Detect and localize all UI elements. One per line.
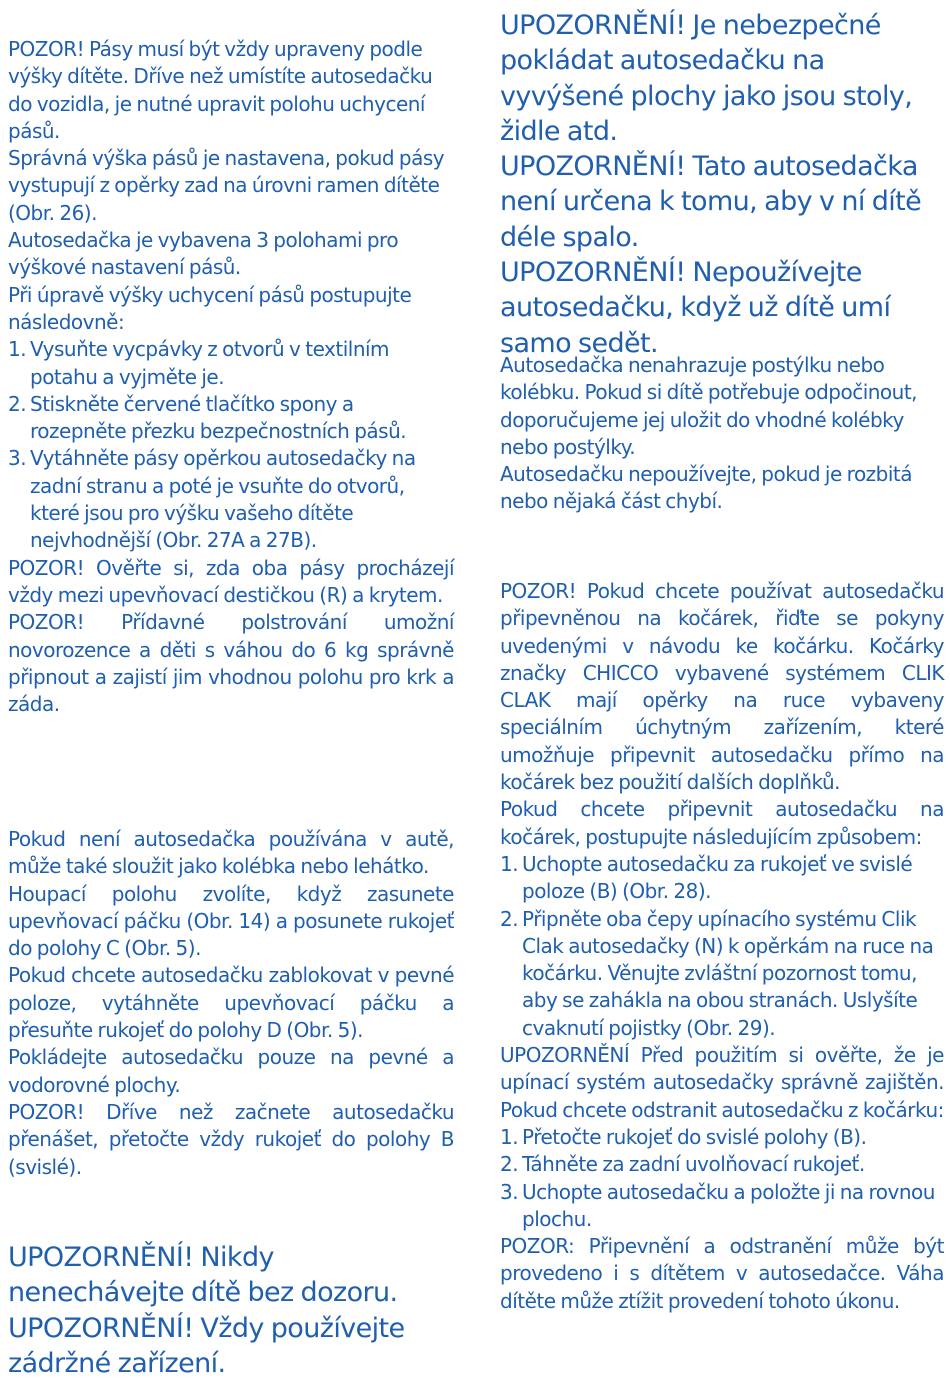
sleep-warning: UPOZORNĚNÍ! Tato autosedačka není určena k tomu, aby v ní dítě déle spalo. [500, 151, 922, 253]
list-item-number: 3. [8, 446, 27, 471]
list-item [500, 1124, 944, 1151]
left-warnings-section [8, 1240, 454, 1381]
stroller-attach-intro: Pokud chcete připevnit autosedačku na kočárek, postupujte následujícím způsobem: [500, 797, 944, 849]
list-item [8, 445, 454, 554]
stroller-remove-steps [500, 1124, 944, 1233]
damaged-seat-paragraph: Autosedačku nepoužívejte, pokud je rozbitá nebo nějaká část chybí. [500, 462, 913, 514]
harness-procedure-intro: Při úpravě výšky uchycení pásů postupujte následovně: [8, 282, 412, 334]
left-harness-section [8, 36, 454, 718]
list-item-text: Vysuňte vycpávky z otvorů v textilním potahu a vyjměte je. [30, 337, 390, 389]
right-warnings-section [500, 8, 944, 361]
list-item-number: 2. [500, 906, 519, 931]
carry-warning-paragraph: POZOR! Dříve než začnete autosedačku přenášet, přetočte vždy rukojeť do polohy B (svislé). [8, 1099, 454, 1179]
fixed-position-paragraph: Pokud chcete autosedačku zablokovat v pevné poloze, vytáhněte upevňovací páčku a přesuňte rukojeť do polohy D (Obr. 5). [8, 963, 454, 1043]
flat-surface-paragraph: Pokládejte autosedačku pouze na pevné a vodorovné plochy. [8, 1045, 454, 1097]
list-item-text: Uchopte autosedačku a položte ji na rovnou plochu. [522, 1179, 935, 1231]
list-item [500, 851, 944, 906]
right-cot-section [500, 352, 944, 516]
list-item [500, 906, 944, 1042]
list-item-text: Připněte oba čepy upínacího systému Clik Clak autosedačky (N) k opěrkám na ruce na kočárku. Věnujte zvláštní pozornost tomu, aby se zahákla na obou stranách. Uslyšíte cvaknutí pojistky (Obr. 29). [522, 906, 934, 1040]
restraint-warning: UPOZORNĚNÍ! Vždy používejte zádržné zařízení. [8, 1312, 405, 1379]
harness-check-paragraph: POZOR! Ověřte si, zda oba pásy procházejí vždy mezi upevňovací destičkou (R) a krytem. [8, 555, 454, 607]
list-item-text: Uchopte autosedačku za rukojeť ve svislé poloze (B) (Obr. 28). [522, 851, 913, 904]
harness-warning-paragraph: POZOR! Pásy musí být vždy upraveny podle výšky dítěte. Dříve než umístíte autosedačku do vozidla, je nutné upravit polohu uchycení pásů. [8, 37, 433, 143]
list-item-text: Stiskněte červené tlačítko spony a rozepněte přezku bezpečnostních pásů. [30, 391, 407, 444]
list-item-number: 2. [500, 1152, 519, 1177]
harness-height-paragraph: Správná výška pásů je nastavena, pokud pásy vystupují z opěrky zad na úrovni ramen dítěte (Obr. 26). [8, 146, 445, 225]
list-item-text: Přetočte rukojeť do svislé polohy (B). [522, 1124, 867, 1149]
rocking-position-paragraph: Houpací polohu zvolíte, když zasunete upevňovací páčku (Obr. 14) a posunete rukojeť do polohy C (Obr. 5). [8, 881, 454, 961]
sitting-child-warning: UPOZORNĚNÍ! Nepoužívejte autosedačku, když už dítě umí samo sedět. [500, 257, 891, 359]
elevated-surface-warning: UPOZORNĚNÍ! Je nebezpečné pokládat autosedačku na vyvýšené plochy jako jsou stoly, židle atd. [500, 10, 913, 147]
rocker-intro-paragraph: Pokud není autosedačka používána v autě, může také sloužit jako kolébka nebo lehátko. [8, 827, 454, 879]
right-stroller-section [500, 578, 944, 1315]
list-item-text: Táhněte za zadní uvolňovací rukojeť. [522, 1152, 865, 1177]
list-item [8, 336, 454, 391]
cot-replacement-paragraph: Autosedačka nenahrazuje postýlku nebo kolébku. Pokud si dítě potřebuje odpočinout, doporučujeme jej uložit do vhodné kolébky nebo postýlky. [500, 353, 918, 459]
list-item-number: 1. [500, 851, 519, 876]
stroller-child-note: POZOR: Připevnění a odstranění může být provedeno i s dítětem v autosedačce. Váha dítěte může ztížit provedení tohoto úkonu. [500, 1234, 944, 1313]
list-item [8, 391, 454, 446]
left-rocker-section [8, 826, 454, 1181]
padding-paragraph: POZOR! Přídavné polstrování umožní novorozence a děti s váhou do 6 kg správně připnout a zajistí jim vhodnou polohu pro krk a záda. [8, 610, 454, 717]
harness-positions-paragraph: Autosedačka je vybavena 3 polohami pro výškové nastavení pásů. [8, 228, 399, 280]
list-item-number: 3. [500, 1179, 519, 1204]
list-item-number: 2. [8, 391, 27, 416]
harness-steps-list [8, 336, 454, 554]
stroller-check-warning: UPOZORNĚNÍ Před použitím si ověřte, že je upínací systém autosedačky správně zajištěn. Pokud chcete odstranit autosedačku z kočárku: [500, 1043, 944, 1122]
list-item-text: Vytáhněte pásy opěrkou autosedačky na zadní stranu a poté je vsuňte do otvorů, které jsou pro výšku vašeho dítěte nejvhodnější (Obr. 27A a 27B). [30, 446, 416, 553]
list-item-number: 1. [500, 1124, 519, 1149]
list-item-number: 1. [8, 337, 27, 362]
list-item [500, 1179, 944, 1234]
unattended-warning: UPOZORNĚNÍ! Nikdy nenechávejte dítě bez dozoru. [8, 1242, 398, 1309]
stroller-attach-warning: POZOR! Pokud chcete používat autosedačku připevněnou na kočárek, řiďte se pokyny uvedenými v návodu ke kočárku. Kočárky značky CHICCO vybavené systémem CLIK CLAK mají opěrky na ruce vybaveny speciálním úchytným zařízením, které umožňuje připevnit autosedačku přímo na kočárek bez použití dalších doplňků. [500, 579, 944, 795]
stroller-attach-steps [500, 851, 944, 1042]
list-item [500, 1151, 944, 1178]
